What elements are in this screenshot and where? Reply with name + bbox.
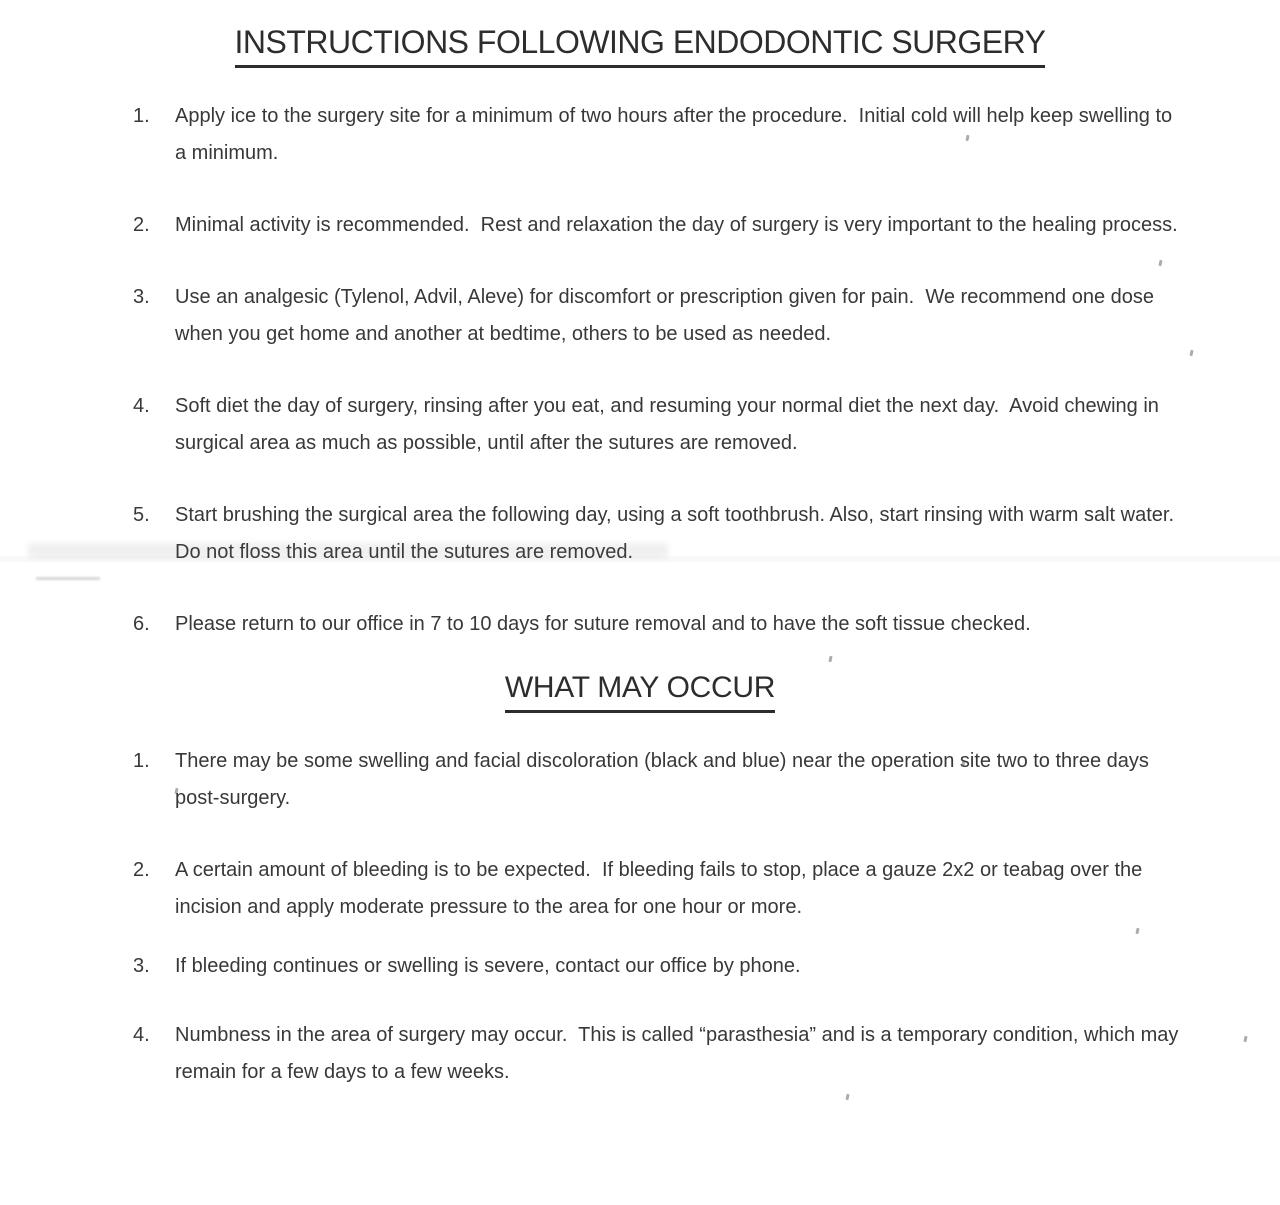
list-item (133, 743, 1180, 817)
list-item (133, 948, 1180, 985)
item-text: Start brushing the surgical area the following day, using a soft toothbrush. Also, start rinsing with warm salt water. Do not floss this area until the sutures are removed. (175, 504, 1191, 563)
list-item (133, 388, 1180, 462)
item-text: Apply ice to the surgery site for a minimum of two hours after the procedure. Initial cold will help keep swelling to a minimum. (175, 105, 1178, 164)
list-item (133, 852, 1180, 926)
list-item (133, 98, 1180, 172)
item-number: 6. (133, 613, 150, 635)
item-text: Use an analgesic (Tylenol, Advil, Aleve) for discomfort or prescription given for pain. We recommend one dose when you get home and another at bedtime, others to be used as needed. (175, 286, 1160, 345)
item-number: 3. (133, 955, 150, 977)
document-title-text: INSTRUCTIONS FOLLOWING ENDODONTIC SURGERY (235, 22, 1046, 68)
item-text: A certain amount of bleeding is to be expected. If bleeding fails to stop, place a gauze 2x2 or teabag over the incision and apply moderate pressure to the area for one hour or more. (175, 859, 1148, 918)
section-title (0, 668, 1280, 713)
scan-speck (845, 1094, 849, 1100)
list-item (133, 1017, 1184, 1091)
list-item (133, 497, 1191, 571)
item-number: 3. (133, 286, 150, 308)
item-number: 5. (133, 504, 150, 526)
what-may-occur-list (0, 743, 1280, 1091)
item-number: 4. (133, 395, 150, 417)
item-text: Soft diet the day of surgery, rinsing after you eat, and resuming your normal diet the next day. Avoid chewing in surgical area as much as possible, until after the sutures are removed. (175, 395, 1165, 454)
item-text: Please return to our office in 7 to 10 days for suture removal and to have the soft tissue checked. (175, 613, 1031, 635)
scan-speck (828, 656, 832, 662)
item-number: 2. (133, 214, 150, 236)
item-text: If bleeding continues or swelling is severe, contact our office by phone. (175, 955, 801, 977)
section-title-text: WHAT MAY OCCUR (505, 668, 775, 713)
instructions-list (0, 98, 1280, 643)
item-text: Numbness in the area of surgery may occur. This is called “parasthesia” and is a temporary condition, which may remain for a few days to a few weeks. (175, 1024, 1184, 1083)
list-item (133, 279, 1180, 353)
list-item (133, 606, 1180, 643)
document-title (0, 22, 1280, 68)
list-item (133, 207, 1180, 244)
item-number: 4. (133, 1024, 150, 1046)
item-number: 1. (133, 750, 150, 772)
item-number: 2. (133, 859, 150, 881)
item-number: 1. (133, 105, 150, 127)
item-text: Minimal activity is recommended. Rest and relaxation the day of surgery is very important to the healing process. (175, 214, 1178, 236)
item-text: There may be some swelling and facial discoloration (black and blue) near the operation site two to three days post-surgery. (175, 750, 1155, 809)
